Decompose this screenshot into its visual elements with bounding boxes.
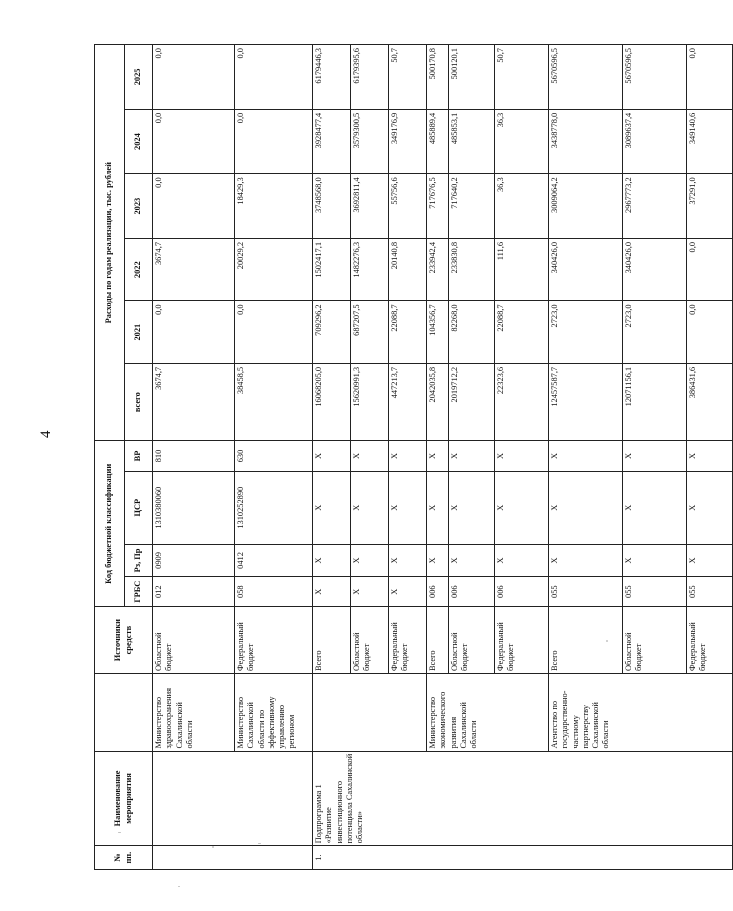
expenses-table: [94, 44, 733, 870]
year-2021-cell: 104356,7: [427, 301, 449, 363]
year-2025-cell: 0,0: [687, 45, 733, 110]
grbs-cell: X: [313, 577, 351, 607]
scan-speck: [118, 832, 121, 833]
year-2021-cell: 2723,0: [623, 301, 687, 363]
grbs-cell: X: [351, 577, 389, 607]
total-cell: 447213,7: [389, 363, 427, 441]
year-2024-cell: 0,0: [235, 109, 313, 174]
executor-cell: Агентство по государственно-частному партнерству Сахалинской области: [549, 674, 733, 752]
year-2021-cell: 0,0: [153, 301, 235, 363]
executor-cell: Министерство здравоохранения Сахалинской области: [153, 674, 235, 752]
table-row: [549, 45, 623, 870]
funding-source-cell: Всего: [427, 607, 449, 674]
code-sub-header: ГРБС: [125, 577, 153, 607]
vr-cell: X: [687, 441, 733, 471]
year-2022-cell: 1502417,1: [313, 238, 351, 300]
year-2021-cell: 709296,2: [313, 301, 351, 363]
page-number: 4: [38, 430, 54, 438]
rzpr-cell: X: [687, 544, 733, 576]
vr-cell: 810: [153, 441, 235, 471]
year-2021-cell: 0,0: [235, 301, 313, 363]
scan-speck: [212, 846, 214, 848]
total-cell: 2019712,2: [449, 363, 495, 441]
year-2024-cell: 36,3: [495, 109, 549, 174]
grbs-cell: 006: [449, 577, 495, 607]
vr-cell: X: [449, 441, 495, 471]
total-cell: 2042035,8: [427, 363, 449, 441]
vr-cell: X: [389, 441, 427, 471]
grbs-cell: X: [389, 577, 427, 607]
scan-speck: [178, 886, 180, 887]
year-2021-cell: 0,0: [687, 301, 733, 363]
year-2022-cell: 233830,8: [449, 238, 495, 300]
year-2022-cell: 3674,7: [153, 238, 235, 300]
total-cell: 12071156,1: [623, 363, 687, 441]
vr-cell: 630: [235, 441, 313, 471]
year-2024-cell: 485889,4: [427, 109, 449, 174]
year-2023-cell: 717640,2: [449, 174, 495, 239]
year-2024-cell: 3579300,5: [351, 109, 389, 174]
code-sub-header: Рз, Пр: [125, 544, 153, 576]
year-2023-cell: 37291,0: [687, 174, 733, 239]
col-number-header: № пп.: [95, 846, 153, 870]
year-2025-cell: 5670596,5: [623, 45, 687, 110]
row-number-cell: [153, 846, 313, 870]
expense-sub-header: 2023: [125, 174, 153, 239]
year-2023-cell: 18429,3: [235, 174, 313, 239]
header-row-1: [95, 45, 125, 870]
funding-source-cell: Всего: [549, 607, 623, 674]
year-2022-cell: 20140,8: [389, 238, 427, 300]
executor-cell: [313, 674, 427, 752]
executor-cell: Министерство Сахалинской области по эффективному управлению регионом: [235, 674, 313, 752]
expense-sub-header: 2021: [125, 301, 153, 363]
year-2024-cell: 349176,9: [389, 109, 427, 174]
total-cell: 12457587,7: [549, 363, 623, 441]
year-2022-cell: 111,6: [495, 238, 549, 300]
grbs-cell: 055: [623, 577, 687, 607]
total-cell: 16068205,0: [313, 363, 351, 441]
funding-source-cell: Федеральный бюджет: [687, 607, 733, 674]
rotated-document: [94, 44, 708, 870]
year-2021-cell: 2723,0: [549, 301, 623, 363]
executor-cell: Министерство экономического развития Сахалинской области: [427, 674, 549, 752]
vr-cell: X: [549, 441, 623, 471]
rzpr-cell: X: [449, 544, 495, 576]
table-row: [313, 45, 351, 870]
year-2024-cell: 485853,1: [449, 109, 495, 174]
scan-speck: [606, 640, 608, 642]
grbs-cell: 058: [235, 577, 313, 607]
grbs-cell: 012: [153, 577, 235, 607]
year-2023-cell: 36,3: [495, 174, 549, 239]
year-2025-cell: 6179395,6: [351, 45, 389, 110]
year-2023-cell: 717676,5: [427, 174, 449, 239]
year-2025-cell: 5670596,5: [549, 45, 623, 110]
year-2025-cell: 50,7: [495, 45, 549, 110]
year-2022-cell: 340426,0: [549, 238, 623, 300]
year-2024-cell: 349140,6: [687, 109, 733, 174]
year-2025-cell: 0,0: [153, 45, 235, 110]
grbs-cell: 006: [495, 577, 549, 607]
total-cell: 3674,7: [153, 363, 235, 441]
total-cell: 386431,6: [687, 363, 733, 441]
rzpr-cell: X: [495, 544, 549, 576]
funding-source-cell: Областной бюджет: [449, 607, 495, 674]
csr-cell: X: [623, 471, 687, 544]
vr-cell: X: [313, 441, 351, 471]
rzpr-cell: X: [389, 544, 427, 576]
csr-cell: X: [687, 471, 733, 544]
rzpr-cell: X: [313, 544, 351, 576]
year-2022-cell: 340426,0: [623, 238, 687, 300]
vr-cell: X: [623, 441, 687, 471]
year-2025-cell: 500120,1: [449, 45, 495, 110]
year-2025-cell: 0,0: [235, 45, 313, 110]
table-row: [427, 45, 449, 870]
code-sub-header: ВР: [125, 441, 153, 471]
year-2021-cell: 22088,7: [495, 301, 549, 363]
csr-cell: 1310252890: [235, 471, 313, 544]
expense-sub-header: всего: [125, 363, 153, 441]
total-cell: 22323,6: [495, 363, 549, 441]
row-number-cell: 1.: [313, 846, 733, 870]
csr-cell: X: [495, 471, 549, 544]
table-row: [235, 45, 313, 870]
col-executor-header: [95, 674, 153, 752]
funding-source-cell: Областной бюджет: [623, 607, 687, 674]
total-cell: 38458,5: [235, 363, 313, 441]
year-2022-cell: 1482276,3: [351, 238, 389, 300]
year-2023-cell: 0,0: [153, 174, 235, 239]
expense-sub-header: 2022: [125, 238, 153, 300]
year-2024-cell: 0,0: [153, 109, 235, 174]
year-2023-cell: 55756,6: [389, 174, 427, 239]
rzpr-cell: X: [549, 544, 623, 576]
vr-cell: X: [495, 441, 549, 471]
funding-source-cell: Федеральный бюджет: [235, 607, 313, 674]
funding-source-cell: Областной бюджет: [153, 607, 235, 674]
year-2021-cell: 687207,5: [351, 301, 389, 363]
grbs-cell: 055: [687, 577, 733, 607]
year-2023-cell: 2967773,2: [623, 174, 687, 239]
rzpr-cell: X: [623, 544, 687, 576]
csr-cell: X: [351, 471, 389, 544]
year-2025-cell: 500170,8: [427, 45, 449, 110]
total-cell: 15620991,3: [351, 363, 389, 441]
rzpr-cell: X: [351, 544, 389, 576]
expense-sub-header: 2024: [125, 109, 153, 174]
csr-cell: X: [313, 471, 351, 544]
year-2024-cell: 3438778,0: [549, 109, 623, 174]
year-2023-cell: 3692811,4: [351, 174, 389, 239]
expense-sub-header: 2025: [125, 45, 153, 110]
year-2023-cell: 3009064,2: [549, 174, 623, 239]
scan-speck: [258, 843, 261, 844]
col-name-header: Наименование мероприятия: [95, 751, 153, 846]
table-row: [153, 45, 235, 870]
csr-cell: 1310380060: [153, 471, 235, 544]
year-2025-cell: 50,7: [389, 45, 427, 110]
rzpr-cell: X: [427, 544, 449, 576]
col-code-header: Код бюджетной классификации: [95, 441, 125, 607]
year-2022-cell: 20029,2: [235, 238, 313, 300]
grbs-cell: 055: [549, 577, 623, 607]
year-2023-cell: 3748568,0: [313, 174, 351, 239]
csr-cell: X: [449, 471, 495, 544]
rzpr-cell: 0909: [153, 544, 235, 576]
year-2021-cell: 82268,0: [449, 301, 495, 363]
csr-cell: X: [427, 471, 449, 544]
col-expenses-header: Расходы по годам реализации, тыс. рублей: [95, 45, 125, 441]
funding-source-cell: Федеральный бюджет: [389, 607, 427, 674]
vr-cell: X: [427, 441, 449, 471]
measure-name-cell: Подпрограмма 1 «Развитие инвестиционного потенциала Сахалинской области»: [313, 751, 733, 846]
year-2024-cell: 3928477,4: [313, 109, 351, 174]
code-sub-header: ЦСР: [125, 471, 153, 544]
csr-cell: X: [389, 471, 427, 544]
funding-source-cell: Федеральный бюджет: [495, 607, 549, 674]
funding-source-cell: Всего: [313, 607, 351, 674]
csr-cell: X: [549, 471, 623, 544]
col-source-header: Источники средств: [95, 607, 153, 674]
year-2024-cell: 3089637,4: [623, 109, 687, 174]
vr-cell: X: [351, 441, 389, 471]
funding-source-cell: Областной бюджет: [351, 607, 389, 674]
year-2022-cell: 233942,4: [427, 238, 449, 300]
rzpr-cell: 0412: [235, 544, 313, 576]
year-2025-cell: 6179446,3: [313, 45, 351, 110]
grbs-cell: 006: [427, 577, 449, 607]
measure-name-cell: [153, 751, 313, 846]
year-2021-cell: 22088,7: [389, 301, 427, 363]
year-2022-cell: 0,0: [687, 238, 733, 300]
